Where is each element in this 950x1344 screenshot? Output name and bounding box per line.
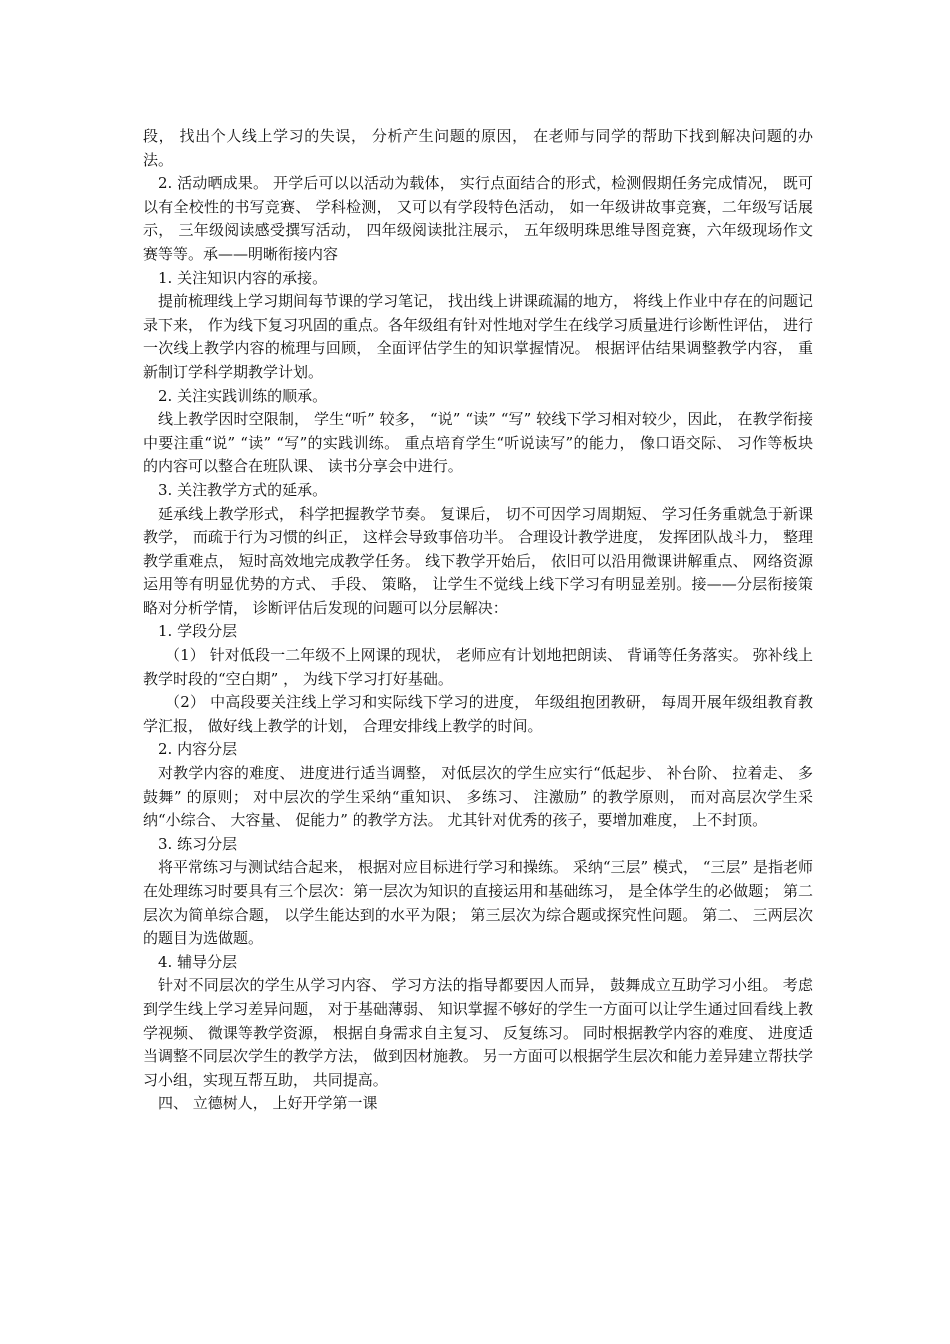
section-heading: 1. 关注知识内容的承接。 xyxy=(158,268,328,287)
paragraph: 将平常练习与测试结合起来， 根据对应目标进行学习和操练。 采纳“三层” 模式， “三层” 是指老师在处理练习时要具有三个层次：第一层次为知识的直接运用和基础练习， 是全体学生的必做题； 第二层次为简单综合题， 以学生能达到的水平为限； 第三层次为综合题或探究性问题。 第二、 三两层次的题目为选做题。 xyxy=(143,858,813,948)
section-heading: 1. 学段分层 xyxy=(158,622,238,641)
paragraph: （1） 针对低段一二年级不上网课的现状， 老师应有计划地把朗读、 背诵等任务落实。 弥补线上教学时段的“空白期” ， 为线下学习打好基础。 xyxy=(143,646,813,688)
paragraph: 2. 活动晒成果。 开学后可以以活动为载体， 实行点面结合的形式，检测假期任务完成情况， 既可以有全校性的书写竞赛、 学科检测， 又可以有学段特色活动， 如一年级讲故事竞赛，二年级写话展示， 三年级阅读感受撰写活动， 四年级阅读批注展示， 五年级明珠思维导图竞赛，六年级现场作文赛等等。承——明晰衔接内容 xyxy=(143,174,813,263)
paragraph: 线上教学因时空限制， 学生“听” 较多， “说” “读” “写” 较线下学习相对较少，因此， 在教学衔接中要注重“说” “读” “写”的实践训练。 重点培育学生“听说读写”的能力， 像口语交际、 习作等板块的内容可以整合在班队课、 读书分享会中进行。 xyxy=(143,410,813,476)
section-heading: 3. 练习分层 xyxy=(158,834,238,853)
paragraph: 延承线上教学形式， 科学把握教学节奏。 复课后， 切不可因学习周期短、 学习任务重就急于新课教学， 而疏于行为习惯的纠正， 这样会导致事倍功半。 合理设计教学进度， 发挥团队战斗力， 整理教学重难点， 短时高效地完成教学任务。 线下教学开始后， 依旧可以沿用微课讲解重点、 网络资源运用等有明显优势的方式、 手段、 策略， 让学生不觉线上线下学习有明显差别。接——分层衔接策略对分析学情， 诊断评估后发现的问题可以分层解决： xyxy=(143,504,813,617)
paragraph: （2） 中高段要关注线上学习和实际线下学习的进度， 年级组抱团教研， 每周开展年级组教育教学汇报， 做好线上教学的计划， 合理安排线上教学的时间。 xyxy=(143,693,813,735)
section-heading: 4. 辅导分层 xyxy=(158,952,238,971)
section-heading: 四、 立德树人， 上好开学第一课 xyxy=(158,1094,378,1113)
section-heading: 2. 内容分层 xyxy=(158,740,238,759)
paragraph: 提前梳理线上学习期间每节课的学习笔记， 找出线上讲课疏漏的地方， 将线上作业中存在的问题记录下来， 作为线下复习巩固的重点。各年级组有针对性地对学生在线学习质量进行诊断性评估， 进行一次线上教学内容的梳理与回顾， 全面评估学生的知识掌握情况。 根据评估结果调整教学内容， 重新制订学科学期教学计划。 xyxy=(143,292,813,381)
paragraph: 对教学内容的难度、 进度进行适当调整， 对低层次的学生应实行“低起步、 补台阶、 拉着走、 多鼓舞” 的原则； 对中层次的学生采纳“重知识、 多练习、 注激励” 的教学原则， 而对高层次学生采纳“小综合、 大容量、 促能力” 的教学方法。 尤其针对优秀的孩子，要增加难度， 上不封顶。 xyxy=(143,764,813,830)
section-heading: 2. 关注实践训练的顺承。 xyxy=(158,386,328,405)
section-heading: 3. 关注教学方式的延承。 xyxy=(158,480,328,499)
document-body xyxy=(143,125,813,1116)
paragraph: 针对不同层次的学生从学习内容、 学习方法的指导都要因人而异， 鼓舞成立互助学习小组。 考虑到学生线上学习差异问题， 对于基础薄弱、 知识掌握不够好的学生一方面可以让学生通过回看线上教学视频、 微课等教学资源， 根据自身需求自主复习、 反复练习。 同时根据教学内容的难度、 进度适当调整不同层次学生的教学方法， 做到因材施教。 另一方面可以根据学生层次和能力差异建立帮扶学习小组，实现互帮互助， 共同提高。 xyxy=(143,976,813,1089)
paragraph: 段， 找出个人线上学习的失误， 分析产生问题的原因， 在老师与同学的帮助下找到解决问题的办法。 xyxy=(143,127,813,169)
